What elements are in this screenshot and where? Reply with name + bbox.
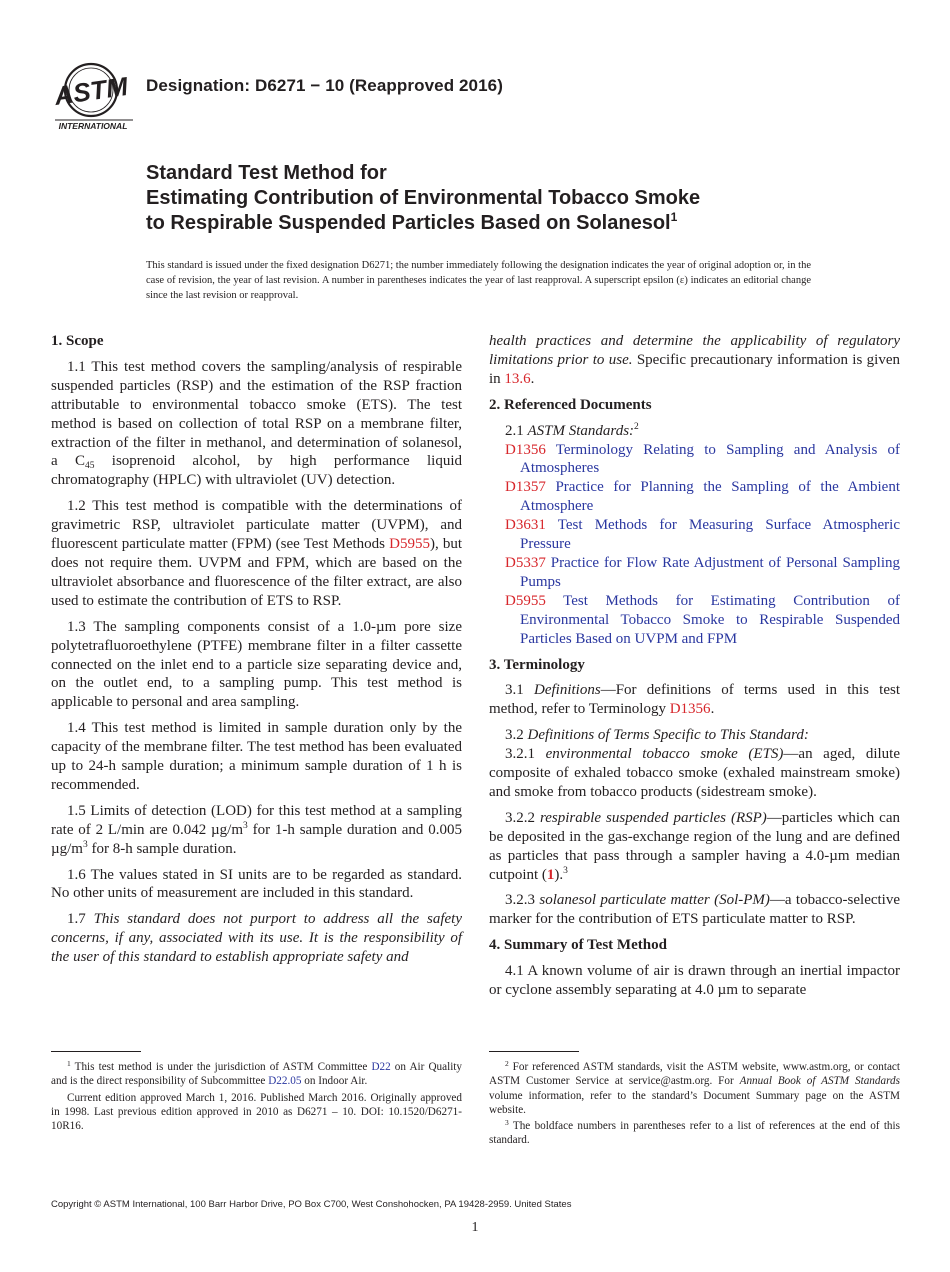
- paragraph-3-2: [489, 726, 900, 745]
- link-subcommittee-d22-05[interactable]: D22.05: [268, 1075, 302, 1088]
- copyright-notice: Copyright © ASTM International, 100 Barr Harbor Drive, PO Box C700, West Conshohocken, PA 19428-2959. United States: [51, 1199, 572, 1210]
- reference-item[interactable]: [505, 554, 900, 592]
- title-line-1: Standard Test Method for: [146, 162, 387, 184]
- footnote-1-text: This test method is under the jurisdiction of ASTM Committee: [70, 1061, 372, 1073]
- paragraph-3-1-end: .: [710, 701, 715, 718]
- footnote-1-text-mid: on Air Quality and is the direct responsibility of Subcommittee: [51, 1061, 463, 1088]
- reference-item[interactable]: [505, 441, 900, 479]
- document-title: [146, 161, 866, 236]
- paragraph-3-2-2: [489, 809, 900, 885]
- paragraph-3-2-2-number: 3.2.2: [505, 809, 540, 826]
- superscript-3: 3: [82, 839, 88, 850]
- astm-logo: [53, 60, 135, 132]
- title-line-2: Estimating Contribution of Environmental Tobacco Smoke: [146, 187, 701, 209]
- paragraph-1-7-number: 1.7: [67, 911, 94, 928]
- paragraph-3-1-text: —For definitions of terms used in this test method, refer to Terminology: [489, 682, 901, 718]
- term-ets: environmental tobacco smoke (ETS): [545, 746, 784, 763]
- reference-title[interactable]: Practice for Planning the Sampling of the Ambient Atmosphere: [520, 479, 900, 515]
- reference-code[interactable]: D1357: [505, 479, 546, 496]
- section-heading-terminology: 3. Terminology: [489, 656, 585, 673]
- page-number: 1: [471, 1220, 479, 1235]
- footnote-1-text-end: on Indoor Air.: [301, 1075, 368, 1088]
- link-committee-d22[interactable]: D22: [371, 1061, 391, 1073]
- section-heading-scope: 1. Scope: [51, 333, 104, 349]
- safety-caveat-italic: This standard does not purport to address all the safety concerns, if any, associated with its use. It is the responsibility of the user of this standard to establish appropriate safety and: [51, 911, 462, 966]
- footnote-1: [51, 1060, 462, 1089]
- paragraph-1-2: [51, 497, 462, 610]
- footnote-1-marker: 1: [67, 1059, 71, 1068]
- reference-code[interactable]: D1356: [505, 441, 546, 458]
- footnote-marker-3: 3: [563, 865, 568, 876]
- reference-title[interactable]: Test Methods for Estimating Contribution of Environmental Tobacco Smoke to Respirable Suspended Particles Based on UVPM and FPM: [520, 592, 900, 647]
- paragraph-1-1-text: 1.1 This test method covers the sampling/analysis of respirable suspended particles (RSP) and the estimation of the RSP fraction attributable to environmental tobacco smoke (ETS). The test method is based on collection of total RSP on a membrane filter, extraction of the filter in methanol, and determination of solanesol, a C: [51, 358, 462, 470]
- paragraph-3-2-1-number: 3.2.1: [505, 746, 546, 763]
- safety-caveat-italic-continued: health practices and determine the applicability of regulatory limitations prior to use.: [489, 333, 900, 368]
- paragraph-1-7: [51, 910, 462, 967]
- link-d5955[interactable]: D5955: [389, 536, 430, 553]
- designation: Designation: D6271 − 10 (Reapproved 2016): [146, 76, 503, 95]
- footnote-2-marker: 2: [505, 1059, 509, 1068]
- astm-standards-label: ASTM Standards:: [527, 422, 635, 439]
- paragraph-1-7-text: Specific precautionary information is given in: [489, 351, 900, 387]
- paragraph-1-3: 1.3 The sampling components consist of a 1.0-µm pore size polytetrafluoroethylene (PTFE) membrane filter in a filter cassette connected on the inlet end to a particle size separating device and, on the outlet end, to a sampling pump. This test method is applicable to personal and area sampling.: [51, 618, 462, 711]
- reference-title[interactable]: Terminology Relating to Sampling and Analysis of Atmospheres: [520, 441, 900, 477]
- paragraph-1-5-text-end: for 8-h sample duration.: [87, 840, 237, 857]
- title-footnote-marker: 1: [670, 210, 678, 224]
- paragraph-1-5-text: 1.5 Limits of detection (LOD) for this test method at a sampling rate of 2 L/min are 0.042 µg/m: [51, 802, 462, 838]
- paragraph-1-5: [51, 802, 462, 859]
- subscript-45: 45: [84, 461, 95, 472]
- definition-ets: —an aged, dilute composite of exhaled tobacco smoke (exhaled mainstream smoke) and smoke from tobacco products (sidestream smoke).: [489, 746, 900, 800]
- referenced-documents-list: [489, 441, 900, 649]
- definition-rsp-end: ).: [554, 866, 564, 883]
- reference-link-1[interactable]: 1: [546, 866, 555, 883]
- paragraph-1-7-end: .: [530, 370, 535, 387]
- footnote-2-text: For referenced ASTM standards, visit the ASTM website, www.astm.org, or contact ASTM Customer Service at service@astm.org. For: [489, 1061, 900, 1088]
- link-d1356[interactable]: D1356: [669, 701, 711, 718]
- paragraph-1-5-text-mid: for 1-h sample duration and 0.005 µg/m: [51, 821, 462, 857]
- reference-item[interactable]: [505, 592, 900, 649]
- paragraph-3-2-3: [489, 891, 900, 929]
- footnotes-left: [51, 1060, 462, 1135]
- paragraph-1-2-text: 1.2 This test method is compatible with the determinations of gravimetric RSP, ultraviolet particulate matter (UVPM), and fluorescent particulate matter (FPM) (see Test Methods: [51, 498, 462, 553]
- footnotes-right: [489, 1060, 900, 1150]
- superscript-3: 3: [243, 820, 248, 831]
- footnote-rule-left: [51, 1051, 141, 1052]
- designation-notice: This standard is issued under the fixed designation D6271; the number immediately following the designation indicates the year of original adoption or, in the case of revision, the year of last revision. A number in parentheses indicates the year of last reapproval. A superscript epsilon (ε) indicates an editorial change since the last revision or reapproval.: [146, 260, 811, 301]
- footnote-2-text-end: volume information, refer to the standard’s Document Summary page on the ASTM website.: [489, 1089, 900, 1116]
- reference-item[interactable]: [505, 516, 900, 554]
- reference-code[interactable]: D3631: [505, 517, 546, 534]
- paragraph-3-1-number: 3.1: [505, 682, 535, 699]
- paragraph-1-4: 1.4 This test method is limited in sample duration only by the capacity of the membrane filter. The test method has been evaluated up to 24-h sample duration; a minimum sample duration of 1 h is recommended.: [51, 720, 462, 793]
- reference-item[interactable]: [505, 478, 900, 516]
- footnote-1-edition: Current edition approved March 1, 2016. Published March 2016. Originally approved in 1998. Last previous edition approved in 2010 as D6271 – 10. DOI: 10.1520/D6271-10R16.: [51, 1091, 462, 1133]
- paragraph-1-1: [51, 358, 462, 490]
- definition-rsp: —particles which can be deposited in the gas-exchange region of the lung and are defined as particles that pass through a sampler having a 4.0-µm median cutpoint (: [489, 809, 900, 883]
- svg-text:INTERNATIONAL: INTERNATIONAL: [58, 121, 128, 131]
- footnote-marker-2: 2: [634, 421, 639, 432]
- footnote-rule-right: [489, 1051, 579, 1052]
- term-sol-pm: solanesol particulate matter (Sol-PM): [539, 892, 770, 909]
- annual-book-title: Annual Book of ASTM Standards: [739, 1075, 900, 1088]
- paragraph-1-6: 1.6 The values stated in SI units are to be regarded as standard. No other units of measurement are included in this standard.: [51, 866, 462, 902]
- footnote-3-marker: 3: [505, 1118, 509, 1128]
- svg-text:ASTM: ASTM: [53, 71, 130, 111]
- left-column: [51, 332, 462, 974]
- paragraph-1-1-text-end: isoprenoid alcohol, by high performance liquid chromatography (HPLC) with ultraviolet (UV) detection.: [51, 453, 462, 489]
- paragraph-2-1: [489, 422, 900, 441]
- reference-code[interactable]: D5337: [505, 554, 546, 571]
- paragraph-1-7-continued: [489, 332, 900, 389]
- paragraph-4-1: 4.1 A known volume of air is drawn through an inertial impactor or cyclone assembly separating at 4.0 µm to separate: [489, 963, 900, 999]
- reference-title[interactable]: Test Methods for Measuring Surface Atmospheric Pressure: [520, 517, 900, 553]
- paragraph-3-1: [489, 681, 900, 719]
- title-line-3: [146, 211, 866, 236]
- footnote-2: [489, 1060, 900, 1117]
- section-heading-summary: 4. Summary of Test Method: [489, 937, 667, 954]
- paragraph-2-1-number: 2.1: [505, 422, 528, 439]
- definitions-label: Definitions: [534, 682, 601, 699]
- footnote-3-text: The boldface numbers in parentheses refer to a list of references at the end of this standard.: [489, 1120, 900, 1147]
- paragraph-3-2-number: 3.2: [505, 727, 528, 744]
- paragraph-3-2-1: [489, 745, 900, 802]
- right-column: [489, 332, 900, 1007]
- title-line-3-text: to Respirable Suspended Particles Based on Solanesol: [146, 212, 671, 234]
- definition-sol-pm: —a tobacco-selective marker for the contribution of ETS particulate matter to RSP.: [489, 892, 901, 928]
- paragraph-1-2-text-end: ), but does not require them. UVPM and FPM, which are based on the ultraviolet absorbance and fluorescence of the filter extract, are also used to estimate the contribution of ETS to RSP.: [51, 536, 462, 609]
- link-13-6[interactable]: 13.6: [504, 370, 531, 387]
- paragraph-3-2-3-number: 3.2.3: [505, 892, 540, 909]
- specific-definitions-label: Definitions of Terms Specific to This Standard:: [527, 727, 809, 744]
- reference-title[interactable]: Practice for Flow Rate Adjustment of Personal Sampling Pumps: [520, 554, 901, 590]
- term-rsp: respirable suspended particles (RSP): [539, 809, 767, 826]
- section-heading-referenced-documents: 2. Referenced Documents: [489, 396, 652, 413]
- reference-code[interactable]: D5955: [505, 592, 546, 609]
- footnote-3: [489, 1119, 900, 1148]
